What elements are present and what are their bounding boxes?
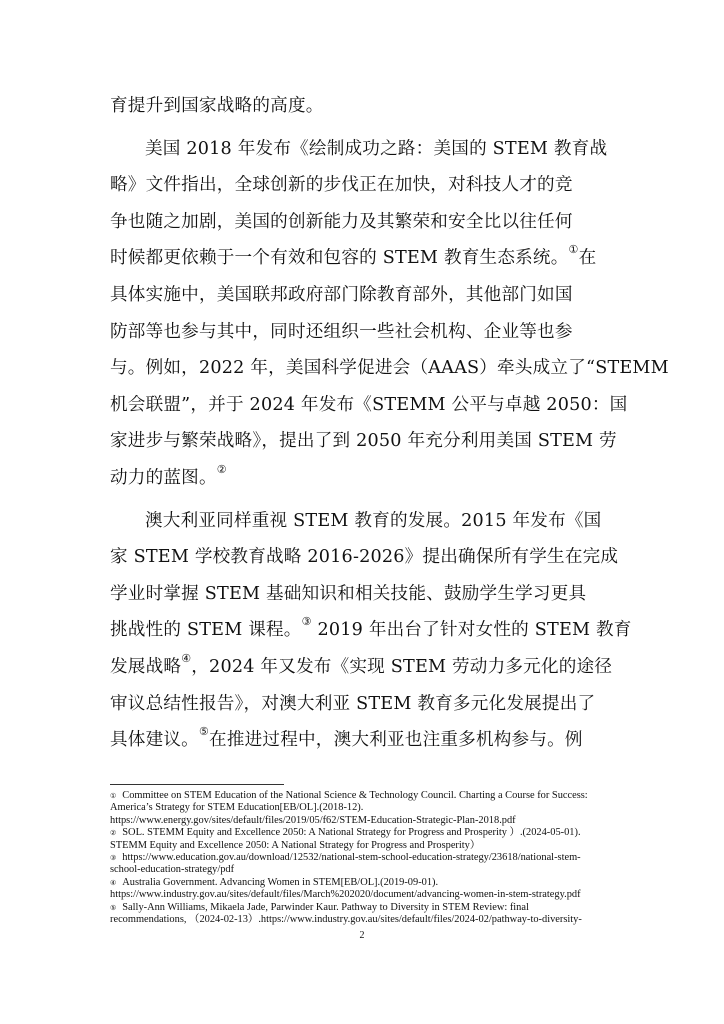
body-text xyxy=(110,88,669,759)
body-line xyxy=(110,240,616,277)
footnote-1-line xyxy=(110,790,620,802)
footnote-5-line: recommendations, （2024-02-13）.https://www.industry.gov.au/sites/default/files/2024-02/pathway-to-diversity- xyxy=(110,914,582,926)
footnote-ref-2[interactable]: ② xyxy=(216,462,227,476)
body-line: 争也随之加剧，美国的创新能力及其繁荣和安全比以往任何 xyxy=(110,211,573,232)
body-line xyxy=(110,612,632,649)
body-text-segment: 时候都更依赖于一个有效和包容的 STEM 教育生态系统。 xyxy=(110,248,569,269)
body-text-segment: 2019 年出台了针对女性的 STEM 教育 xyxy=(317,620,632,641)
body-line xyxy=(110,722,616,759)
footnote-text: SOL. STEMM Equity and Excellence 2050: A National Strategy for Progress and Prosperity ）.(2024-05-01). xyxy=(122,827,581,839)
body-text-segment: 在推进过程中，澳大利亚也注重多机构参与。例 xyxy=(209,730,583,751)
body-line: 审议总结性报告》，对澳大利亚 STEM 教育多元化发展提出了 xyxy=(110,693,596,714)
footnote-1-line: America’s Strategy for STEM Education[EB/OL].(2018-12). xyxy=(110,802,364,814)
footnote-ref-1[interactable]: ① xyxy=(568,243,579,257)
footnote-3-line[interactable] xyxy=(110,852,620,864)
body-line: 学业时掌握 STEM 基础知识和相关技能、鼓励学生学习更具 xyxy=(110,583,587,604)
body-line: 家进步与繁荣战略》，提出了到 2050 年充分利用美国 STEM 劳 xyxy=(110,431,617,452)
footnotes xyxy=(110,790,620,926)
footnote-ref-3[interactable]: ③ xyxy=(301,615,312,629)
body-text-segment: 具体建议。 xyxy=(110,730,199,751)
footnote-1-link[interactable]: https://www.energy.gov/sites/default/files/2019/05/f62/STEM-Education-Strategic-Plan-2018.pdf xyxy=(110,814,516,826)
footnote-3-link[interactable]: school-education-strategy/pdf xyxy=(110,864,235,876)
footnote-ref-4[interactable]: ④ xyxy=(181,651,192,665)
body-line: 与。例如，2022 年，美国科学促进会（AAAS）牵头成立了“STEMM xyxy=(110,358,669,379)
footnote-mark: ② xyxy=(110,829,117,838)
footnote-2-line: STEMM Equity and Excellence 2050: A National Strategy for Progress and Prosperity） xyxy=(110,839,481,851)
body-line: 美国 2018 年发布《绘制成功之路：美国的 STEM 教育战 xyxy=(145,138,608,159)
footnote-4-link[interactable]: https://www.industry.gov.au/sites/default/files/March%202020/document/advancing-women-in-stem-strategy.pdf xyxy=(110,889,581,901)
footnote-mark: ④ xyxy=(110,878,117,887)
body-line: 略》文件指出，全球创新的步伐正在加快，对科技人才的竞 xyxy=(110,175,573,196)
body-line xyxy=(110,460,616,497)
body-text-segment: 在 xyxy=(578,248,597,269)
body-line xyxy=(110,649,616,686)
body-line: 具体实施中，美国联邦政府部门除教育部外，其他部门如国 xyxy=(110,284,573,305)
page-number: 2 xyxy=(359,930,365,941)
body-text-segment: 动力的蓝图。 xyxy=(110,467,217,488)
body-line: 机会联盟”，并于 2024 年发布《STEMM 公平与卓越 2050：国 xyxy=(110,394,628,415)
footnote-link[interactable]: https://www.education.gov.au/download/12532/national-stem-school-education-strategy/23618/national-stem- xyxy=(122,852,581,864)
body-text-segment: 发展战略 xyxy=(110,656,182,677)
footnote-2-line xyxy=(110,827,620,839)
body-line: 育提升到国家战略的高度。 xyxy=(110,96,324,116)
footnote-mark: ③ xyxy=(110,854,117,863)
body-line: 澳大利亚同样重视 STEM 教育的发展。2015 年发布《国 xyxy=(145,510,602,531)
body-line: 家 STEM 学校教育战略 2016-2026》提出确保所有学生在完成 xyxy=(110,547,619,568)
footnote-ref-5[interactable]: ⑤ xyxy=(198,725,210,739)
body-line: 防部等也参与其中，同时还组织一些社会机构、企业等也参 xyxy=(110,321,573,342)
footnote-text: Australia Government. Advancing Women in STEM[EB/OL].(2019-09-01). xyxy=(122,876,439,888)
footnote-5-line xyxy=(110,902,620,914)
footnote-divider xyxy=(110,784,284,785)
footnote-text: Committee on STEM Education of the National Science & Technology Council. Charting a Course for Success: xyxy=(122,790,588,801)
footnote-4-line xyxy=(110,877,620,889)
footnote-mark: ① xyxy=(110,792,117,800)
footnote-text: Sally-Ann Williams, Mikaela Jade, Parwinder Kaur. Pathway to Diversity in STEM Review: final xyxy=(122,901,529,913)
footnote-mark: ⑤ xyxy=(110,903,117,912)
body-text-segment: 挑战性的 STEM 课程。 xyxy=(110,620,302,641)
body-text-segment: ，2024 年又发布《实现 STEM 劳动力多元化的途径 xyxy=(191,656,613,677)
